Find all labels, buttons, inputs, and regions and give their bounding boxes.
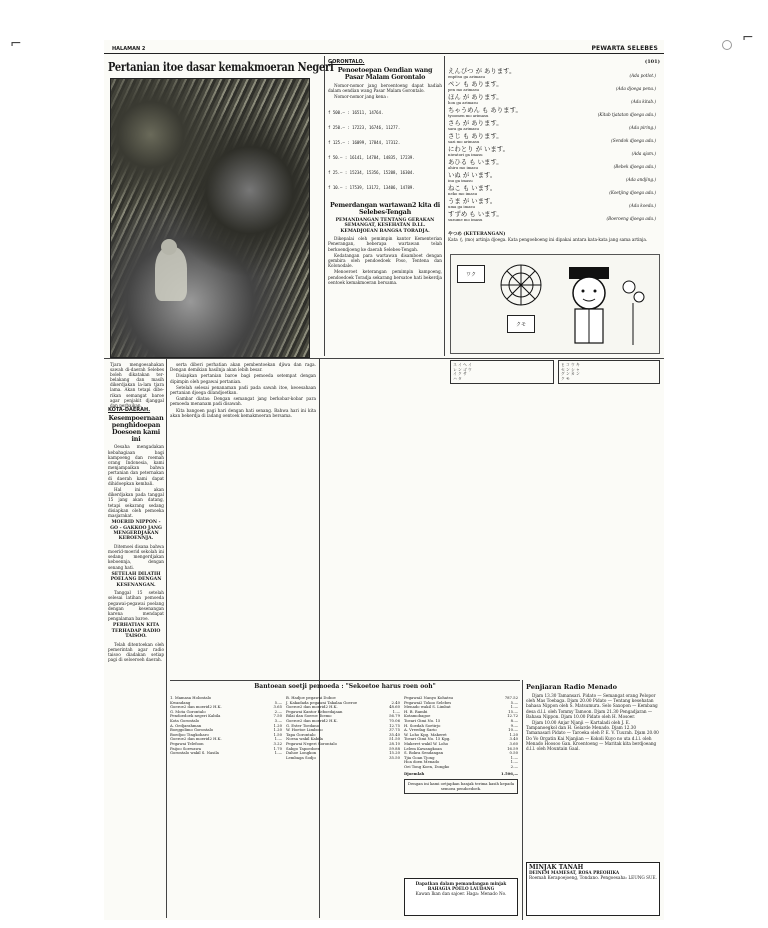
donation-row <box>404 765 518 770</box>
donor-name: Boeggolimo Gorontalo <box>170 727 214 733</box>
kota-daerah-column <box>108 406 164 918</box>
scan-mark: ⌐ <box>742 30 754 46</box>
article-subtitle: PEMANDANGAN TENTANG GERAKAN SEMANGAT, KESEHATAN D.LL. KEMADJOEAN BANGSA TORADJA. <box>335 218 435 234</box>
article-body: Disiapkan pertanian baroe bagi pemoeda setempat dengan dipimpin oleh pegawai pertanian. <box>170 373 316 384</box>
donation-amount: 1.— <box>510 754 518 760</box>
column-rule <box>522 680 523 920</box>
article-body: Setelah selesai penanaman padi pada sawah itoe, keoesahaan pertanian djoega dilandjoetkan. <box>170 384 316 396</box>
meaning-text: (Bebek djoega ada.) <box>613 164 656 169</box>
donor-name: Bilai dan Soeroe Toemo <box>286 713 332 719</box>
farmer-head <box>161 239 177 255</box>
vocab-table-left <box>450 358 554 428</box>
romaji-text: niwatori ga imasu <box>448 152 483 157</box>
meaning-text: (Boeroeng djoega ada.) <box>606 216 656 221</box>
article-body: serta diberi perhatian akan pembentoekan djiwa dan raga. Dengan demikian hasilnja akan lebih besar. <box>170 362 316 373</box>
article-title: Penoetoepan Oendian wang Pasar Malam Gorontalo <box>337 66 433 81</box>
ad2-body: Roemah Kerapoejoeng, Tondano. Pengoesaha: LEUNG SUE. <box>529 875 657 880</box>
romaji-text: pen mo arimasu <box>448 87 479 92</box>
total-amount: 1.506,— <box>500 770 518 776</box>
article-title: Kesempoernaan penghidoepan Doesoen kami ini <box>108 414 164 443</box>
bantoean-list-right-rows <box>404 696 518 770</box>
total-label: Djoemlah <box>404 770 425 776</box>
lottery-numbers <box>328 100 442 200</box>
article-body: Oesaha mengadakan kebahagiaan bagi kampoeng dan roemah orang Indonesia, kami menjampaikan bahwa pertanian dan peternakan di daerah kami dapat dihidoepkan kembali. <box>108 444 164 486</box>
donor-name: G. Ester Toedano <box>286 722 320 728</box>
donation-amount: 7.50 <box>273 713 282 719</box>
lottery-row: f 50.— : 16141, 14784, 14835, 17239. <box>328 155 415 161</box>
donor-name: A. Oedjarahman <box>170 722 202 728</box>
donation-amount: 2.— <box>274 708 282 714</box>
donor-name: Hoa doen Menado <box>404 759 440 765</box>
meaning-text: (Koetjing djoega ada.) <box>609 190 656 195</box>
kana-text: さら が あります。 <box>448 119 503 127</box>
kana-text: うま が います。 <box>448 197 497 205</box>
gorontalo-column <box>328 58 442 358</box>
radio-body: Djam 10.00 Anjar Njanji — Kartaladi oleh J. E. Tampanoegkol dan H. Gelarde Menado. Djam 12.30 Tamanasari Pidato — Taroeka oleh P. E. V. Tuurah. Djam 20.00 Do Vo Orgatin Kai Njanjian — Kokoli Kuyo no uta d.l.l. oleh Menado Hoosoo Gan. Kroentoeng — Maritak kita berdjoeang d.l.l. oleh Mountain Gaal. <box>526 720 659 752</box>
ad1-brand: Dapatkan dalam pemandangan minjak BAHAGIA POELO LAUDANG <box>415 881 507 891</box>
donation-amount: 0.50 <box>509 750 518 756</box>
flower-icon <box>623 281 644 345</box>
donation-amount: 59.88 <box>389 745 400 751</box>
illus-label-box: クモ <box>507 315 535 333</box>
radio-body: Djam 13.30 Tamansari. Pidato — Semangat orang Pelopor oleh Mas Toebaga. Djam 20.00 Pidato — Tentang kesehatan bahasa Nippon oleh S. Matsumura. Selo Saxopon — Kembang desa d.l.l. oleh Tommy Tamoon. Djam 21.30 Pengadjaran — Bahasa Nippon. Djam 10.00 Pidato oleh H. Mosoer. <box>526 693 658 719</box>
ad2-title: DEINEM MAMESAT, ROSA PREOHIKA <box>529 870 620 875</box>
vocab-item: ス イ ヘ イ <box>453 362 472 367</box>
article-title: MOERID NIPPON - GO - GAKKOO JANG MENGERDJAKAN KEBOENNJA. <box>110 520 162 542</box>
column-rule <box>166 358 167 918</box>
footer-ad-left <box>404 878 518 916</box>
donation-amount: 1.20 <box>509 731 518 737</box>
article-body: Menoeroet keterangan pemimpin kampoeng, pendoedoek Toradja sekarang bersatoe hati bekerdja oentoek kemakmoeran bersama. <box>328 269 442 285</box>
donation-amount: 2.40 <box>391 699 400 705</box>
article-body: Tanggal 15 setelah selesai latihan pemoeda pegawai-pegawai poelang dengan kesenangan karena mendapat pengalaman baroe. <box>108 590 164 622</box>
donor-name: Noesa wakil Kabila <box>286 736 323 742</box>
meaning-text: (Sendok djoega ada.) <box>611 138 656 143</box>
donation-amount: 3.— <box>274 717 282 723</box>
kana-text: ちゃうめん も あります。 <box>448 106 522 114</box>
donor-name: Lembaga Sodjo <box>286 754 316 760</box>
donation-amount: 12.72 <box>507 713 518 719</box>
note-body: Kata も (mo) artinja djoega. Kata pengoeboeng ini dipakai antara kata-kata jang sama artinja. <box>448 237 648 243</box>
donor-name: Goeroe2 dan moerid2 H.K. <box>286 717 338 723</box>
lottery-row: f 125.— : 16099, 17844, 17312. <box>328 140 401 146</box>
lottery-row: f 10.— : 17539, 13172, 13406, 14789. <box>328 185 415 191</box>
note-title: やつめ (KETERANGAN) <box>448 232 506 237</box>
donor-name: Sabgo Tapoedoen <box>286 745 321 751</box>
donor-name: Paijoo Soewawa <box>170 745 201 751</box>
donation-amount: 5.— <box>274 699 282 705</box>
bantoean-title-wrap <box>170 684 520 694</box>
kana-text: にわとり が います。 <box>448 145 510 153</box>
donor-name: Dahoe Longkon <box>286 750 317 756</box>
section-divider <box>170 680 520 681</box>
romaji-text: neko mo imasu <box>448 191 478 196</box>
lottery-row: f 250.— : 17223, 16746, 11277. <box>328 125 401 131</box>
romaji-text: uma ga imasu <box>448 204 475 209</box>
meaning-text: (Kitab tjatatan djoega ada.) <box>597 112 656 117</box>
article-title: PERHATIAN KITA TERHADAP RADIO TAISOO. <box>111 623 161 640</box>
donation-row <box>170 751 282 756</box>
donor-name: Pegawai2 Nanyo Kohatsu <box>404 695 453 700</box>
article-body: Hal ini akan dikerdjakan pada tanggal 15 jang akan datang, tetapi sekarang sedang disiapkan oleh pemoeka masjarakat. <box>108 487 164 519</box>
bantoean-list-left <box>170 696 282 916</box>
bantoean-note: Dengan ini kami oetjapkan banjak terima kasih kepada semoea pendoedoek. <box>404 779 518 794</box>
kana-text: いぬ が います。 <box>448 171 497 179</box>
article-body: Telah ditentoekan oleh pemerintah agar radio taisoo diadakan setiap pagi di seloeroeh daerah. <box>108 641 164 663</box>
photo-caption-text: Tjara mengoesahakan sawah di-daerah Selebes boleh dikatakan ter-belakang dan masih dikerdjakan la-lam tjara lama. Akan tetapi dibe-rikan semangat baroe agar penjakit djanggal dan perbaikan. <box>110 362 164 408</box>
farmer-figure <box>155 247 187 301</box>
bantoean-total <box>404 772 518 777</box>
article-body: Ditemoei disana bahwa moerid-moerid sekolah ini sedang mengerdjakan keboennja, dengan senang hati. <box>108 543 164 570</box>
donation-amount: 8.— <box>510 717 518 723</box>
donation-amount: 35.40 <box>389 731 400 737</box>
article-title: SETELAH DILATIH POELANG DENGAN KESENANGAN. <box>110 571 162 588</box>
donation-amount: 15.20 <box>389 750 400 756</box>
donor-name: W. Hoetoe Limboto <box>286 727 323 733</box>
vocab-item: ハ タ <box>453 375 462 381</box>
japanese-lesson <box>448 60 660 232</box>
rice-field-photo <box>110 78 310 358</box>
romaji-text: inu ga imasu <box>448 178 473 183</box>
donor-name: Goeroe2 dan moerid2 H.K. <box>170 736 222 742</box>
column-rule <box>444 56 445 356</box>
kana-text: さじ も あります。 <box>448 132 503 140</box>
donation-amount: 56.79 <box>389 713 400 719</box>
donation-amount: 3.60 <box>509 740 518 746</box>
donation-amount: 1.— <box>274 750 282 756</box>
vocab-item: イ ク サ <box>453 371 467 377</box>
donor-name: Kota Gorontalo <box>170 717 200 723</box>
donation-amount: 2.— <box>510 763 518 769</box>
vocab-box <box>450 360 554 384</box>
vocab-table-right <box>558 358 660 428</box>
article-title: Pemerdangan wartawan2 kita di Selebes-Tengah <box>330 201 440 217</box>
article-body: Dikepalai oleh pemimpin kantor Kementerian Penerangan, beberapa wartawan telah berkoendjoeng ke daerah Selebes-Tengah. <box>328 236 442 252</box>
cartoon-drawing <box>451 255 661 355</box>
donation-amount: 3.22 <box>273 740 282 746</box>
donation-amount: 10.— <box>508 727 518 733</box>
donation-amount: 51.50 <box>389 736 400 742</box>
meaning-text: (Ada potlot.) <box>629 73 656 78</box>
donor-name: Menado wakil S. Limbat <box>404 704 451 710</box>
lesson-row <box>448 211 660 224</box>
bantoean-title: Bantoean soetji pemoeda : "Sekoetoe harus roen ooh" <box>254 683 436 690</box>
donation-amount: 1.— <box>274 736 282 742</box>
radio-title: Penjiaran Radio Menado <box>526 683 618 691</box>
punch-hole-icon <box>722 40 732 50</box>
donor-name: Kotamobagoe <box>404 713 431 719</box>
numbers-intro: Nomor-nomor jang kena : <box>334 94 389 100</box>
donation-amount: 3.40 <box>509 736 518 742</box>
donation-amount: 70.06 <box>389 717 400 723</box>
donation-amount: 787.52 <box>504 695 518 700</box>
illus-label-box: ワク <box>457 265 485 283</box>
donation-amount: 15.— <box>508 708 518 714</box>
donor-name: Tjia Goan Tjong <box>404 754 435 760</box>
donor-name: Kwandang <box>170 699 191 705</box>
meaning-text: (Ada piring.) <box>629 125 656 130</box>
donor-name: H. B. Rambi <box>404 708 428 714</box>
scan-mark: ⌐ <box>10 36 22 52</box>
article-body: Nomor-nomor jang beroentoeng dapat hadiah dalam oendian wang Pasar Malam Gorontalo. <box>328 82 442 93</box>
donor-name: Goeroe2 dan moerid2 H.K. <box>286 704 338 710</box>
donor-name: Tapa Gorontalo <box>286 731 316 737</box>
donor-name: B. Hadjoe pegawai Doboe <box>286 695 336 700</box>
meaning-text: (Ada djoega pena.) <box>616 86 656 91</box>
donation-amount: 3.65 <box>273 704 282 710</box>
donation-amount: 37.75 <box>389 727 400 733</box>
romaji-text: enpitsu ga arimasu <box>448 74 485 79</box>
vocab-item: レ ン ゴ ウ <box>453 366 472 372</box>
vocab-item: ク モ <box>561 375 570 381</box>
lottery-row: f 25.— : 15234, 15356, 15208, 16304. <box>328 170 415 176</box>
donor-name: Toeari Gimi No. 15 <box>404 717 441 723</box>
page-header <box>104 40 664 54</box>
cartoon-boy-icon <box>569 267 609 343</box>
donation-amount: 1.— <box>392 708 400 714</box>
romaji-text: suzume mo imasu <box>448 217 483 222</box>
donor-name: Pegawai2 Tokoo Selebes <box>404 699 452 705</box>
romaji-text: hon ga arimasu <box>448 100 478 105</box>
romaji-text: tyoomen mo arimasu <box>448 113 489 118</box>
donor-name: Toeari Gimi No. 15 Kpg. <box>404 736 451 742</box>
kana-text: ペン も あります。 <box>448 80 503 88</box>
donor-name: Oei Tong Koen, Dongko <box>404 763 450 769</box>
spider-web-icon <box>501 265 541 305</box>
donor-name: Pendoedoek negeri Kabila <box>170 713 221 719</box>
donor-name: Gorontalo wakil S. Nasila <box>170 750 219 756</box>
page-label: HALAMAN 2 <box>112 46 146 52</box>
section-gorontalo: GORONTALO. <box>328 59 365 65</box>
lottery-row: f 500.— : 16511, 14764. <box>328 110 384 116</box>
donation-row <box>286 756 400 761</box>
article-body: Kita bangoen pagi hari dengan hati senang. Bahwa hari ini kita akan bekerdja di ladang oentoek kemakmoeran bersama. <box>170 407 316 418</box>
donor-name: W. Loho Kpg. Makeret <box>404 731 447 737</box>
donor-name: A. Vreedag Sario <box>404 727 437 733</box>
vocab-item: グ ン カ ン <box>561 371 580 377</box>
donation-amount: 1.— <box>510 759 518 765</box>
donation-amount: 5.— <box>510 699 518 705</box>
donor-name: H. Soedah Soetirjo <box>404 722 441 728</box>
kana-text: えんぴつ が あります。 <box>448 67 516 75</box>
donation-amount: 1.— <box>510 704 518 710</box>
radio-schedule <box>526 684 660 860</box>
donation-amount: 1.20 <box>273 727 282 733</box>
meaning-text: (Ada koeda.) <box>629 203 656 208</box>
kana-text: すずめ も います。 <box>448 210 503 218</box>
kana-text: あひる も います。 <box>448 158 503 166</box>
column-rule <box>324 56 325 356</box>
article-body: Kedatangan para wartawan disamboet dengan gembira oleh pendoedoek Poso, Tentena dan Kolonodale. <box>328 252 442 269</box>
romaji-text: sara ga arimasu <box>448 126 479 131</box>
donation-amount: 48.60 <box>389 704 400 710</box>
vocab-item: ヒ コ ウ キ <box>561 362 580 367</box>
donor-name: Pegawai Telefoon <box>170 740 204 746</box>
lead-article-cont <box>170 362 316 442</box>
donation-amount: 12.75 <box>389 722 400 728</box>
donation-amount: 9.— <box>510 722 518 728</box>
donation-amount: 28.10 <box>389 740 400 746</box>
meaning-text: (Ada andjing.) <box>625 177 656 182</box>
vocab-box <box>558 360 660 384</box>
donor-name: J. Kakadada pegawai Takalaa Goeroe <box>286 699 358 705</box>
vocab-item: セ ン シ ャ <box>561 366 580 372</box>
donor-name: Pegawai Negeri Gorontalo <box>286 740 337 746</box>
lesson-rows <box>448 68 660 224</box>
donor-name: Makeret wakil W. Loho <box>404 740 449 746</box>
donation-amount: 16.59 <box>507 745 518 751</box>
donation-amount: 1.50 <box>273 731 282 737</box>
section-kota-daerah: KOTA-DAERAH. <box>108 407 151 413</box>
footer-ad-right <box>526 862 660 916</box>
newspaper-page <box>104 40 664 920</box>
kana-text: ねこ も います。 <box>448 184 497 192</box>
donation-amount: 1.20 <box>273 722 282 728</box>
donor-name: Pegawai Kantor Keboedajaan <box>286 708 343 714</box>
kana-text: ほん が あります。 <box>448 93 503 101</box>
meaning-text: (Ada kitab.) <box>631 99 656 104</box>
paper-name: PEWARTA SELEBES <box>591 45 658 52</box>
donation-amount: 35.50 <box>389 754 400 760</box>
donation-amount: 1.70 <box>273 745 282 751</box>
lesson-note <box>448 232 660 252</box>
lesson-number: (101) <box>644 59 660 65</box>
donor-name: Boedjoo Tingkoharo <box>170 731 209 737</box>
ad2-brand: MINJAK TANAH <box>529 864 584 871</box>
front-headline: Pertanian itoe dasar kemakmoeran Negeri <box>108 60 334 74</box>
romaji-text: ahiru mo imasu <box>448 165 478 170</box>
article-body: Gambar diatas: Dengan semangat jang berkobar-kobar para pemoeda menanam padi disawah. <box>170 396 316 407</box>
romaji-text: sazi mo arimasu <box>448 139 480 144</box>
photo-caption <box>110 362 164 408</box>
lesson-illustration <box>450 254 660 354</box>
donor-name: 1. Mamasa Holontalo <box>170 695 212 700</box>
meaning-text: (Ada ajam.) <box>631 151 656 156</box>
donor-name: G. Mota Gorontalo <box>170 708 206 714</box>
ad1-body: Kawan Ikan dan sajoer. Haga: Menado No. <box>415 891 507 896</box>
donor-name: Goeroe2 dan moerid2 H.K. <box>170 704 222 710</box>
bantoean-list-mid <box>286 696 400 916</box>
donor-name: S. Bokra Sendangan <box>404 750 444 756</box>
donor-name: Lelem Kawangkoan <box>404 745 442 751</box>
